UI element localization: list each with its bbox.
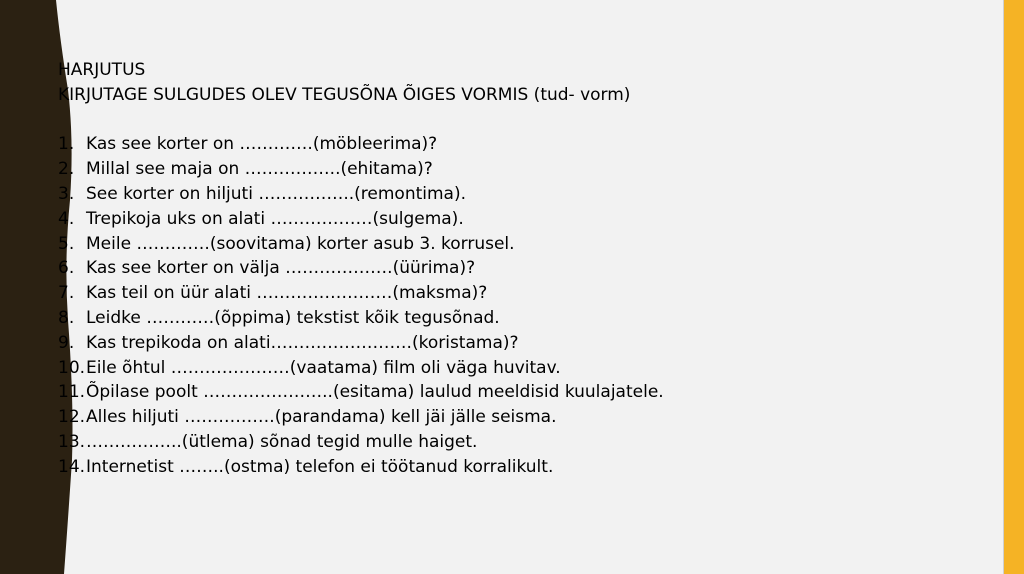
exercise-text: Alles hiljuti …………….(parandama) kell jäi jälle seisma.: [86, 407, 557, 428]
exercise-item: [58, 281, 988, 306]
slide-instruction: KIRJUTAGE SULGUDES OLEV TEGUSÕNA ÕIGES VORMIS (tud- vorm): [58, 84, 631, 105]
exercise-number: 6.: [58, 258, 75, 279]
exercise-list: [58, 132, 988, 479]
spacer: [58, 108, 988, 133]
exercise-number: 9.: [58, 332, 75, 353]
exercise-item: [58, 132, 988, 157]
exercise-number: 5.: [58, 233, 75, 254]
right-accent-bar: [1004, 0, 1024, 574]
exercise-text: Leidke …………(õppima) tekstist kõik tegusõnad.: [86, 307, 500, 328]
exercise-item: [58, 430, 988, 455]
exercise-number: 7.: [58, 283, 75, 304]
exercise-text: Kas see korter on välja ……………….(üürima)?: [86, 258, 476, 279]
exercise-text: Õpilase poolt …………………..(esitama) laulud meeldisid kuulajatele.: [86, 382, 664, 403]
exercise-item: [58, 356, 988, 381]
exercise-item: [58, 256, 988, 281]
exercise-number: 3.: [58, 183, 75, 204]
exercise-text: Kas trepikoda on alati…………………….(koristama)?: [86, 332, 519, 353]
exercise-text: Meile ………….(soovitama) korter asub 3. korrusel.: [86, 233, 515, 254]
exercise-item: [58, 331, 988, 356]
exercise-item: [58, 306, 988, 331]
slide-title: HARJUTUS: [58, 60, 146, 80]
exercise-text: See korter on hiljuti ……………..(remontima).: [86, 183, 467, 204]
exercise-number: 1.: [58, 134, 75, 155]
exercise-item: [58, 207, 988, 232]
exercise-text: Trepikoja uks on alati ………………(sulgema).: [86, 208, 464, 229]
exercise-number: 14.: [58, 456, 86, 477]
exercise-number: 10.: [58, 357, 86, 378]
exercise-number: 13.: [58, 431, 86, 452]
exercise-item: [58, 380, 988, 405]
exercise-item: [58, 182, 988, 207]
exercise-text: Internetist ……..(ostma) telefon ei töötanud korralikult.: [86, 456, 554, 477]
exercise-item: [58, 405, 988, 430]
exercise-text: Kas see korter on ………….(möbleerima)?: [86, 134, 438, 155]
exercise-number: 2.: [58, 159, 75, 180]
exercise-number: 4.: [58, 208, 75, 229]
exercise-item: [58, 455, 988, 480]
exercise-text: Millal see maja on ……………..(ehitama)?: [86, 159, 433, 180]
exercise-item: [58, 157, 988, 182]
exercise-text: Eile õhtul …………………(vaatama) film oli väga huvitav.: [86, 357, 561, 378]
slide-content: [58, 58, 988, 480]
exercise-number: 12.: [58, 407, 86, 428]
exercise-text: Kas teil on üür alati ……………………(maksma)?: [86, 283, 488, 304]
exercise-text: ……………..(ütlema) sõnad tegid mulle haiget.: [86, 431, 478, 452]
exercise-number: 11.: [58, 382, 86, 403]
exercise-number: 8.: [58, 307, 75, 328]
exercise-item: [58, 232, 988, 257]
